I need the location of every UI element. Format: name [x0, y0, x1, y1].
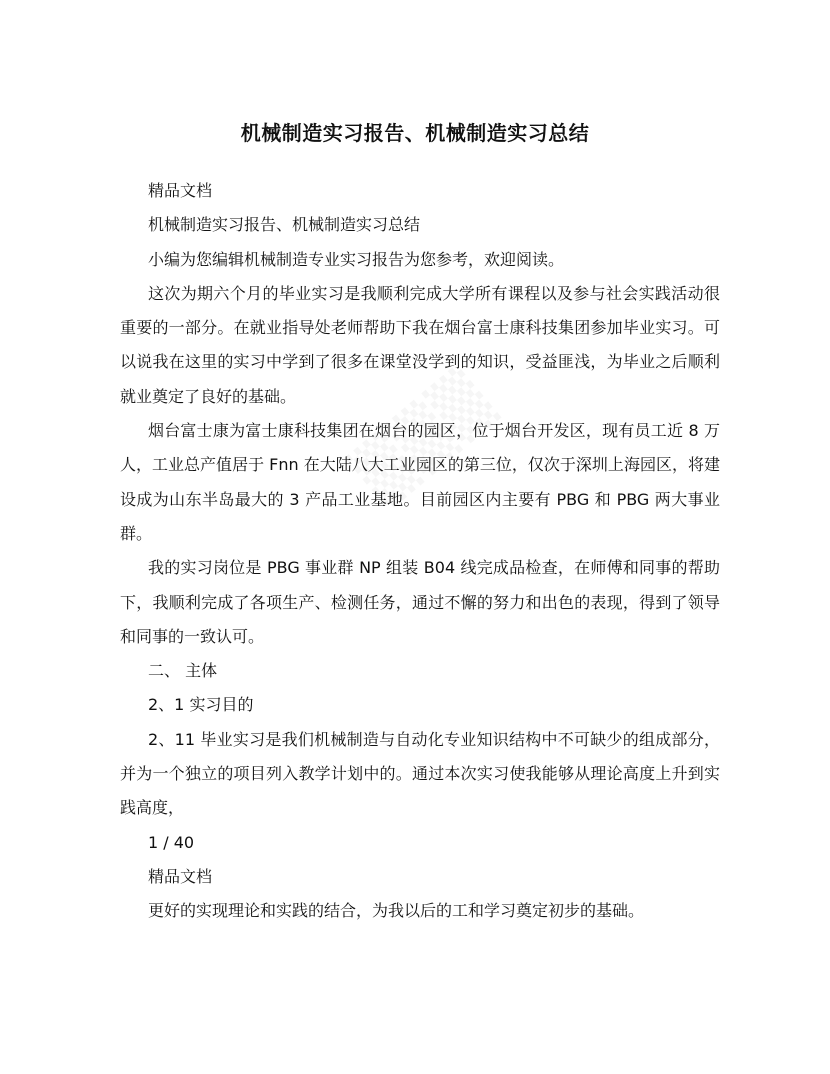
paragraph-header-label-2: 精品文档 — [148, 866, 213, 886]
paragraph-purpose-detail: 2、11 毕业实习是我们机械制造与自动化专业知识结构中不可缺少的组成部分，并为一个独立的项目列入教学计划中的。通过本次实习使我能够从理论高度上升到实践高度， — [120, 729, 720, 818]
paragraph-continuation: 更好的实现理论和实践的结合，为我以后的工和学习奠定初步的基础。 — [148, 901, 645, 921]
page-number: 1 / 40 — [148, 832, 195, 852]
document-body — [120, 174, 720, 929]
paragraph-internship-overview: 这次为期六个月的毕业实习是我顺利完成大学所有课程以及参与社会实践活动很重要的一部分。在就业指导处老师帮助下我在烟台富士康科技集团参加毕业实习。可以说我在这里的实习中学到了很多在课堂没学到的知识，受益匪浅，为毕业之后顺利就业奠定了良好的基础。 — [120, 283, 720, 406]
paragraph-header-label: 精品文档 — [148, 181, 213, 200]
paragraph-company-info: 烟台富士康为富士康科技集团在烟台的园区，位于烟台开发区，现有员工近 8 万人，工业总产值居于 Fnn 在大陆八大工业园区的第三位，仅次于深圳上海园区，将建设成为山东半岛最大的 3 产品工业基地。目前园区内主要有 PBG 和 PBG 两大事业群。 — [120, 421, 720, 543]
section-heading-main: 二、 主体 — [148, 661, 218, 681]
paragraph-subtitle: 机械制造实习报告、机械制造实习总结 — [148, 215, 421, 235]
subsection-heading-purpose: 2、1 实习目的 — [148, 695, 254, 715]
paragraph-position: 我的实习岗位是 PBG 事业群 NP 组装 B04 线完成品检查，在师傅和同事的帮助下，我顺利完成了各项生产、检测任务，通过不懈的努力和出色的表现，得到了领导和同事的一致认可。 — [120, 558, 720, 646]
document-title: 机械制造实习报告、机械制造实习总结 — [240, 121, 590, 145]
paragraph-intro: 小编为您编辑机械制造专业实习报告为您参考，欢迎阅读。 — [148, 249, 565, 269]
